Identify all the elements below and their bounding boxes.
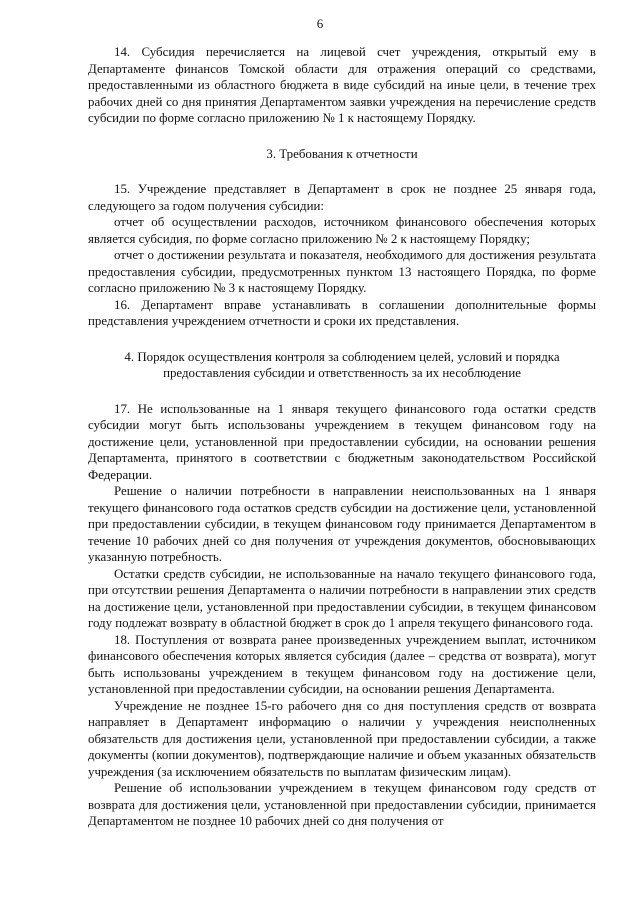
section-heading-4: 4. Порядок осуществления контроля за соблюдением целей, условий и порядка предоставления субсидии и ответственность за их несоблюдение	[124, 349, 560, 380]
paragraph-16: 16. Департамент вправе устанавливать в соглашении дополнительные формы представления учреждением отчетности и сроки их представления.	[88, 297, 596, 328]
section-heading-3: 3. Требования к отчетности	[266, 146, 418, 161]
spacer	[88, 127, 596, 146]
paragraph-17-part-2: Решение о наличии потребности в направлении неиспользованных на 1 января текущего финансового года остатков средств субсидии на достижение цели, установленной при предоставлении субсидии, в текущем финансовом году принимается Департаментом в течение 10 рабочих дней со дня получения от учреждения документов, обосновывающих указанную потребность.	[88, 484, 596, 564]
spacer	[88, 162, 596, 181]
spacer	[88, 330, 596, 349]
paragraph-14: 14. Субсидия перечисляется на лицевой счет учреждения, открытый ему в Департаменте финансов Томской области для отражения операций со средствами, предоставленными из областного бюджета в виде субсидий на иные цели, в течение трех рабочих дней со дня принятия Департаментом заявки учреждения на перечисление средств субсидии по форме согласно приложению № 1 к настоящему Порядку.	[88, 45, 596, 125]
paragraph-18-part-3: Решение об использовании учреждением в текущем финансовом году средств от возврата для достижения цели, установленной при предоставлении субсидии, принимается Департаментом не позднее 10 рабочих дней со дня получения от	[88, 781, 596, 828]
page-number: 6	[316, 16, 324, 31]
paragraph-15: 15. Учреждение представляет в Департамент в срок не позднее 25 января года, следующего за годом получения субсидии:	[88, 182, 596, 213]
paragraph-15-item-2: отчет о достижении результата и показателя, необходимого для достижения результата предоставления субсидии, предусмотренных пунктом 13 настоящего Порядка, по форме согласно приложению № 3 к настоящему Порядку.	[88, 248, 596, 295]
document-body	[88, 44, 596, 830]
paragraph-17-part-3: Остатки средств субсидии, не использованные на начало текущего финансового года, при отсутствии решения Департамента о наличии потребности в направлении этих средств на достижение цели, установленной при предоставлении субсидии, в текущем финансовом году подлежат возврату в областной бюджет в срок до 1 апреля текущего финансового года.	[88, 566, 596, 630]
paragraph-15-item-1: отчет об осуществлении расходов, источником финансового обеспечения которых является субсидия, по форме согласно приложению № 2 к настоящему Порядку;	[88, 215, 596, 246]
paragraph-18: 18. Поступления от возврата ранее произведенных учреждением выплат, источником финансового обеспечения которых является субсидия (далее – средства от возврата), могут быть использованы учреждением в текущем финансовом году на достижение цели, установленной при предоставлении субсидии, на основании решения Департамента.	[88, 632, 596, 696]
paragraph-18-part-2: Учреждение не позднее 15-го рабочего дня со дня поступления средств от возврата направляет в Департамент информацию о наличии у учреждения неисполненных обязательств для достижения цели, установленной при предоставлении субсидии, а также документы (копии документов), подтверждающие наличие и объем указанных обязательств учреждения (за исключением обязательств по выплатам физическим лицам).	[88, 698, 596, 779]
paragraph-17: 17. Не использованные на 1 января текущего финансового года остатки средств субсидии могут быть использованы учреждением в текущем финансовом году на достижение цели, установленной при предоставлении субсидии, на основании решения Департамента, принятого в соответствии с бюджетным законодательством Российской Федерации.	[88, 401, 596, 482]
spacer	[88, 382, 596, 401]
